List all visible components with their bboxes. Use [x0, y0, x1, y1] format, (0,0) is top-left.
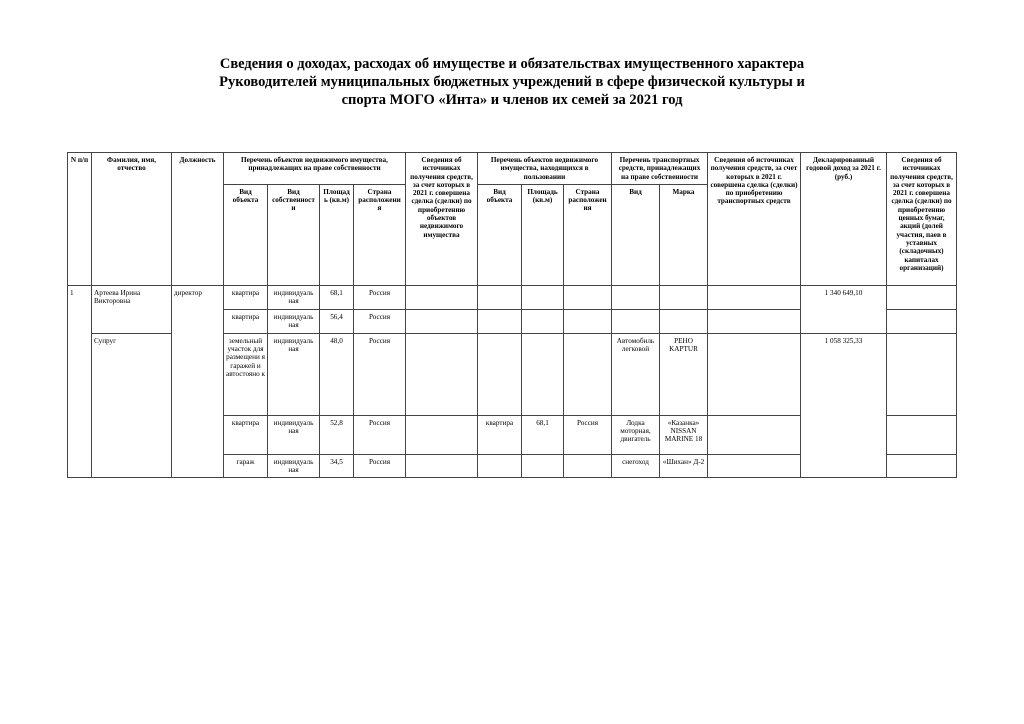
used-area: 68,1	[522, 415, 564, 454]
sources-vehicles-cell	[708, 333, 801, 415]
header-position: Должность	[172, 153, 224, 286]
owned-area: 34,5	[320, 454, 354, 478]
vehicle-brand-cell	[660, 285, 708, 309]
table-row	[68, 285, 957, 309]
owned-country: Россия	[354, 454, 406, 478]
person-name: Артеева Ирина Викторовна	[92, 285, 172, 333]
sources-realty-cell	[406, 454, 478, 478]
used-country-cell	[564, 454, 612, 478]
owned-type: гараж	[224, 454, 268, 478]
title-line-3: спорта МОГО «Инта» и членов их семей за 2021 год	[341, 92, 683, 108]
vehicle-type: снегоход	[612, 454, 660, 478]
row-num: 1	[68, 285, 92, 478]
header-name: Фамилия, имя, отчество	[92, 153, 172, 286]
owned-ownership: индивидуаль ная	[268, 454, 320, 478]
sources-realty-cell	[406, 415, 478, 454]
owned-ownership: индивидуаль ная	[268, 415, 320, 454]
owned-type: квартира	[224, 415, 268, 454]
header-sources-securities: Сведения об источниках получения средств, за счет которых в 2021 г. совершена сделка (сделки) по приобретению ценных бумаг, акций (долей участия, паев в уставных (складочных) капиталах организаций)	[887, 153, 957, 286]
vehicle-type: Лодка моторная, двигатель	[612, 415, 660, 454]
owned-country: Россия	[354, 285, 406, 309]
owned-ownership: индивидуаль ная	[268, 309, 320, 333]
header-owned-ownership: Вид собственност и	[268, 184, 320, 285]
used-area-cell	[522, 333, 564, 415]
header-owned-country: Страна расположени я	[354, 184, 406, 285]
used-country: Россия	[564, 415, 612, 454]
header-sources-vehicles: Сведения об источниках получения средств, за счет которых в 2021 г. совершена сделка (сделки) по приобретению транспортных средств	[708, 153, 801, 286]
owned-country: Россия	[354, 309, 406, 333]
vehicle-type-cell	[612, 309, 660, 333]
owned-area: 56,4	[320, 309, 354, 333]
header-used-property: Перечень объектов недвижимого имущества, находящихся в пользовании	[478, 153, 612, 185]
header-income: Декларированный годовой доход за 2021 г. (руб.)	[801, 153, 887, 286]
owned-type: квартира	[224, 309, 268, 333]
used-type-cell	[478, 333, 522, 415]
person-name: Супруг	[92, 333, 172, 478]
income: 1 340 649,10	[801, 285, 887, 333]
owned-area: 52,8	[320, 415, 354, 454]
sources-securities-cell	[887, 333, 957, 415]
person-position: директор	[172, 285, 224, 478]
declaration-table	[67, 152, 957, 478]
vehicle-type-cell	[612, 285, 660, 309]
used-area-cell	[522, 309, 564, 333]
owned-ownership: индивидуаль ная	[268, 285, 320, 309]
owned-area: 48,0	[320, 333, 354, 415]
owned-country: Россия	[354, 415, 406, 454]
sources-securities-cell	[887, 285, 957, 309]
vehicle-brand: РЕНО KAPTUR	[660, 333, 708, 415]
header-owned-type: Вид объекта	[224, 184, 268, 285]
vehicle-brand: «Казанка» NISSAN MARINE 18	[660, 415, 708, 454]
header-used-area: Площадь (кв.м)	[522, 184, 564, 285]
title-line-2: Руководителей муниципальных бюджетных учреждений в сфере физической культуры и	[219, 74, 805, 90]
owned-type: квартира	[224, 285, 268, 309]
sources-securities-cell	[887, 309, 957, 333]
header-used-type: Вид объекта	[478, 184, 522, 285]
title-line-1: Сведения о доходах, расходах об имуществе и обязательствах имущественного характера	[219, 56, 805, 72]
header-vehicle-type: Вид	[612, 184, 660, 285]
used-type: квартира	[478, 415, 522, 454]
header-owned-area: Площад ь (кв.м)	[320, 184, 354, 285]
vehicle-brand-cell	[660, 309, 708, 333]
income: 1 058 325,33	[801, 333, 887, 478]
sources-vehicles-cell	[708, 415, 801, 454]
header-vehicles: Перечень транспортных средств, принадлежащих на праве собственности	[612, 153, 708, 185]
owned-area: 68,1	[320, 285, 354, 309]
sources-vehicles-cell	[708, 285, 801, 309]
vehicle-brand: «Шихан» Д-2	[660, 454, 708, 478]
owned-type: земельный участок для размещени я гаражей и автостояно к	[224, 333, 268, 415]
sources-realty-cell	[406, 333, 478, 415]
used-area-cell	[522, 454, 564, 478]
used-type-cell	[478, 454, 522, 478]
sources-securities-cell	[887, 454, 957, 478]
used-area-cell	[522, 285, 564, 309]
owned-country: Россия	[354, 333, 406, 415]
sources-vehicles-cell	[708, 454, 801, 478]
header-owned-property: Перечень объектов недвижимого имущества, принадлежащих на праве собственности	[224, 153, 406, 185]
header-vehicle-brand: Марка	[660, 184, 708, 285]
used-type-cell	[478, 309, 522, 333]
used-country-cell	[564, 333, 612, 415]
header-num: N п/п	[68, 153, 92, 286]
header-sources-realty: Сведения об источниках получения средств, за счет которых в 2021 г. совершена сделка (сделки) по приобретению объектов недвижимого имущества	[406, 153, 478, 286]
page-title	[150, 55, 874, 109]
header-row-top	[68, 153, 957, 185]
used-country-cell	[564, 285, 612, 309]
used-country-cell	[564, 309, 612, 333]
sources-realty-cell	[406, 285, 478, 309]
sources-realty-cell	[406, 309, 478, 333]
sources-securities-cell	[887, 415, 957, 454]
sources-vehicles-cell	[708, 309, 801, 333]
used-type-cell	[478, 285, 522, 309]
header-used-country: Страна расположен ия	[564, 184, 612, 285]
owned-ownership: индивидуаль ная	[268, 333, 320, 415]
vehicle-type: Автомобиль легковой	[612, 333, 660, 415]
